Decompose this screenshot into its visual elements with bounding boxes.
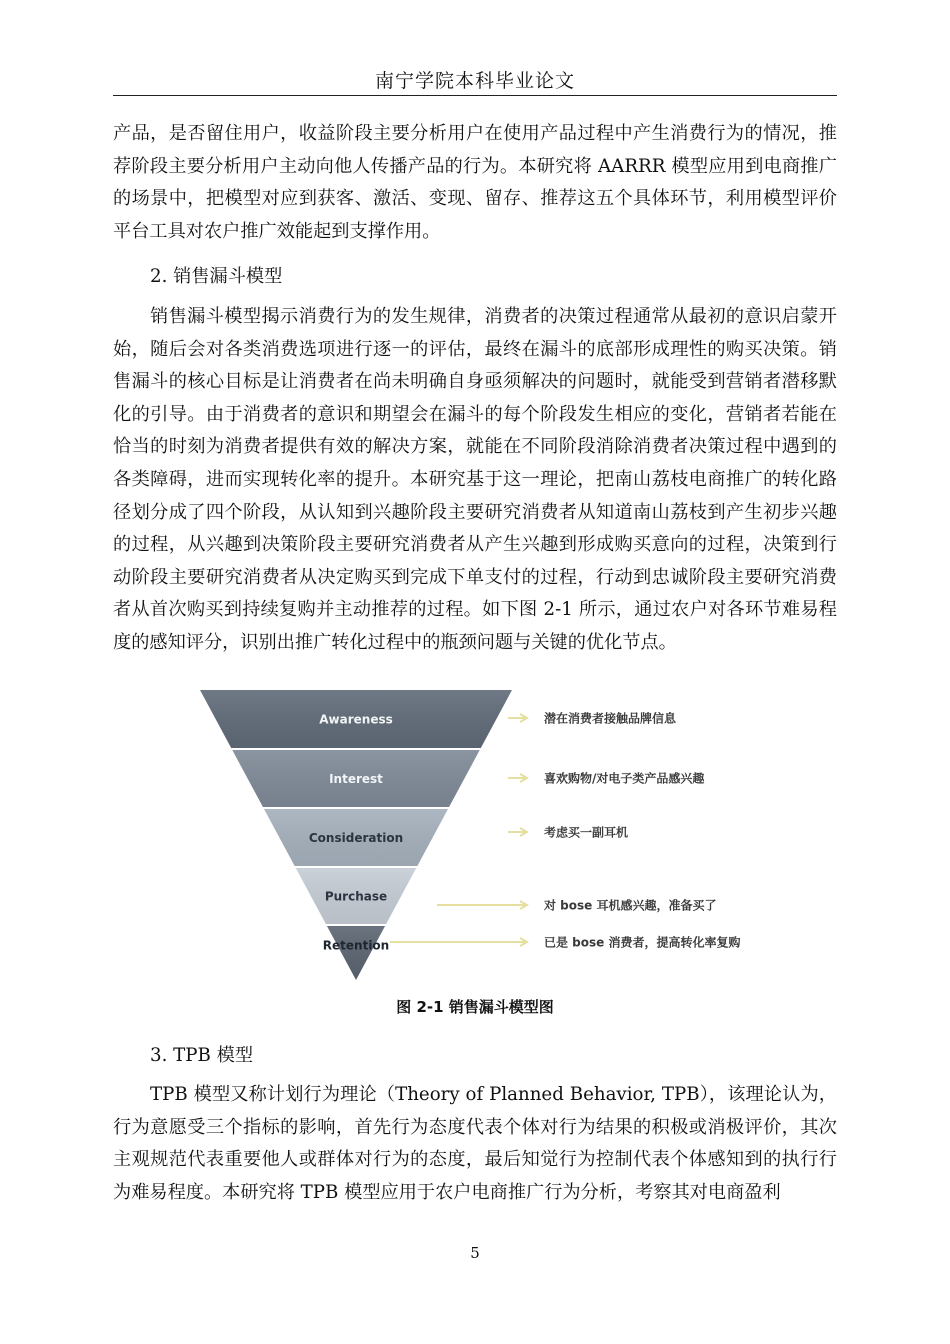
figure-caption: 图 2-1 销售漏斗模型图 — [396, 998, 554, 1016]
section-heading-sales-funnel: 2. 销售漏斗模型 — [150, 266, 283, 287]
paragraph-tpb: TPB 模型又称计划行为理论（Theory of Planned Behavior, TPB），该理论认为，行为意愿受三个指标的影响，首先行为态度代表个体对行为结果的积极或消极评价，其次主观规范代表重要他人或群体对行为的态度，最后知觉行为控制代表个体感知到的执行行为难易程度。本研究将 TPB 模型应用于农户电商推广行为分析，考察其对电商盈利 — [113, 1084, 837, 1203]
funnel-label-awareness: Awareness — [319, 712, 393, 727]
funnel-note-interest: 喜欢购物/对电子类产品感兴趣 — [544, 771, 705, 786]
funnel-band-shade — [327, 926, 385, 980]
funnel-note-awareness: 潜在消费者接触品牌信息 — [544, 711, 677, 726]
funnel-label-consideration: Consideration — [308, 831, 404, 845]
page-number: 5 — [470, 1244, 480, 1262]
funnel-label-purchase: Purchase — [324, 889, 388, 904]
funnel-note-purchase: 对 bose 耳机感兴趣，准备买了 — [544, 898, 717, 913]
funnel-note-retention: 已是 bose 消费者，提高转化率复购 — [544, 935, 741, 950]
funnel-label-retention: Retention — [322, 938, 390, 953]
funnel-label-interest: Interest — [329, 772, 383, 786]
sales-funnel-figure — [190, 688, 750, 988]
section-heading-tpb: 3. TPB 模型 — [150, 1045, 254, 1066]
running-header: 南宁学院本科毕业论文 — [374, 70, 575, 92]
paragraph-sales-funnel: 销售漏斗模型揭示消费行为的发生规律，消费者的决策过程通常从最初的意识启蒙开始，随后会对各类消费选项进行逐一的评估，最终在漏斗的底部形成理性的购买决策。销售漏斗的核心目标是让消费者在尚未明确自身亟须解决的问题时，就能受到营销者潜移默化的引导。由于消费者的意识和期望会在漏斗的每个阶段发生相应的变化，营销者若能在恰当的时刻为消费者提供有效的解决方案，就能在不同阶段消除消费者决策过程中遇到的各类障碍，进而实现转化率的提升。本研究基于这一理论，把南山荔枝电商推广的转化路径划分成了四个阶段，从认知到兴趣阶段主要研究消费者从知道南山荔枝到产生初步兴趣的过程，从兴趣到决策阶段主要研究消费者从产生兴趣到形成购买意向的过程，决策到行动阶段主要研究消费者从决定购买到完成下单支付的过程，行动到忠诚阶段主要研究消费者从首次购买到持续复购并主动推荐的过程。如下图 2-1 所示，通过农户对各环节难易程度的感知评分，识别出推广转化过程中的瓶颈问题与关键的优化节点。 — [113, 306, 837, 653]
funnel-note-consideration: 考虑买一副耳机 — [544, 825, 629, 840]
paragraph-aarrr-continued: 产品，是否留住用户，收益阶段主要分析用户在使用产品过程中产生消费行为的情况，推荐阶段主要分析用户主动向他人传播产品的行为。本研究将 AARRR 模型应用到电商推广的场景中，把模型对应到获客、激活、变现、留存、推荐这五个具体环节，利用模型评价平台工具对农户推广效能起到支撑作用。 — [113, 123, 837, 242]
header-rule — [113, 95, 837, 96]
